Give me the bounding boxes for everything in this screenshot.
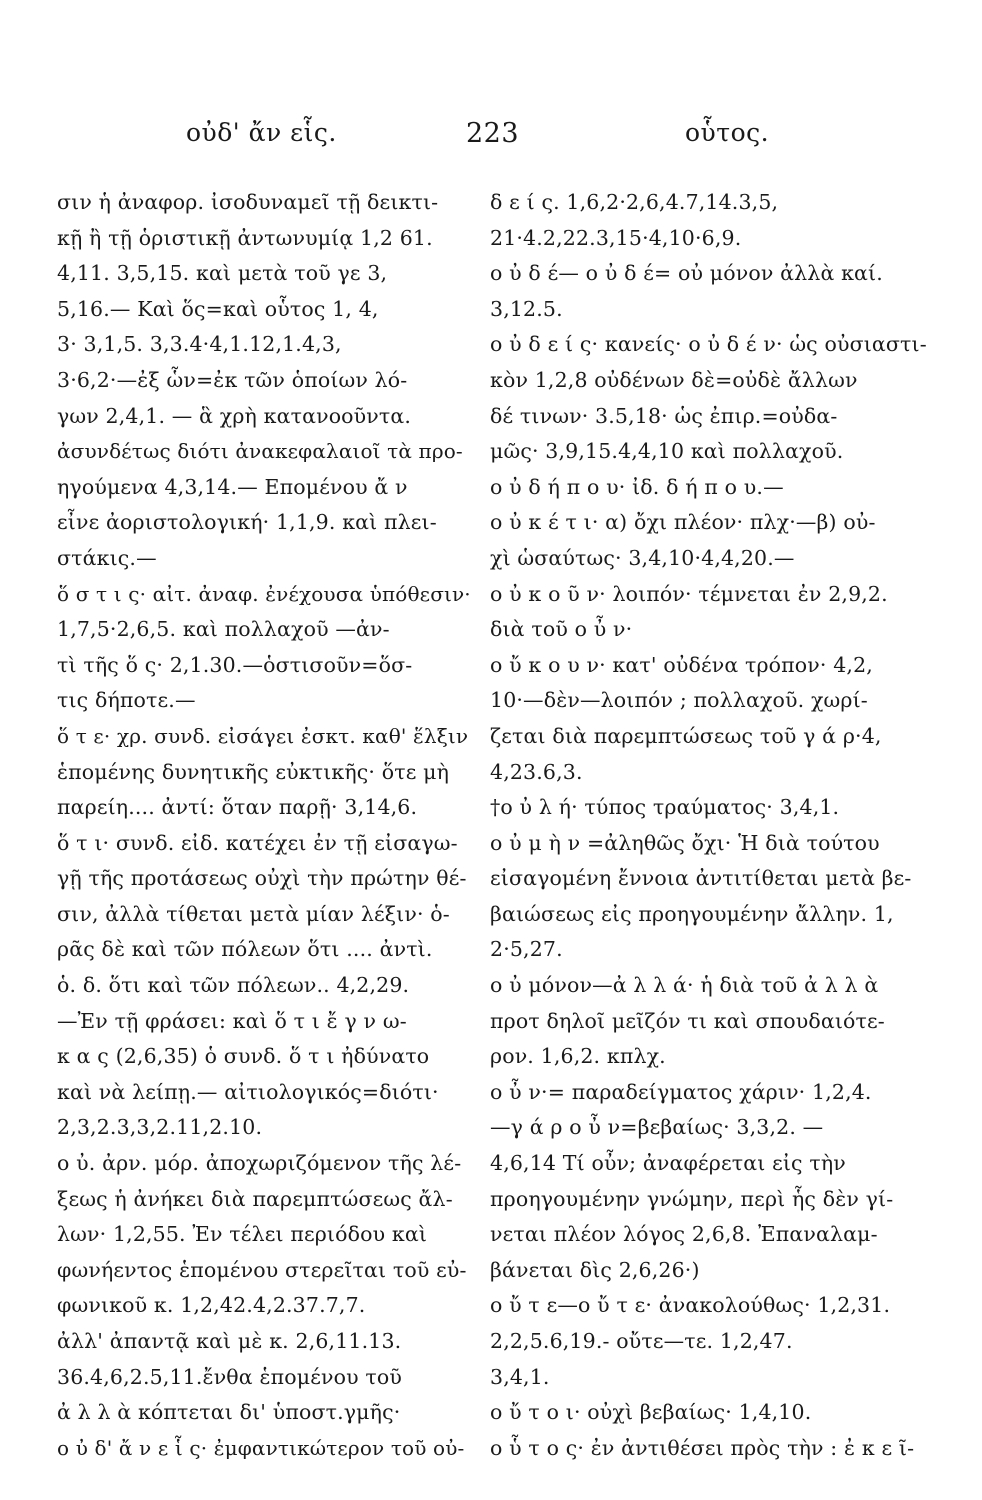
text-line: ο ὐ δ' ἄ ν ε ἷ ς· ἐμφαντικώτερον τοῦ οὐ- — [57, 1435, 465, 1460]
text-line: ο ὐ δ ή π ο υ· ἰδ. δ ή π ο υ.— — [490, 474, 784, 499]
text-line: 21·4.2,22.3,15·4,10·6,9. — [490, 225, 742, 250]
text-line: εἰσαγομένη ἔννοια ἀντιτίθεται μετὰ βε- — [490, 866, 912, 891]
text-line: σιν ἡ ἀναφορ. ἰσοδυναμεῖ τῇ δεικτι- — [57, 190, 439, 214]
text-line: ἀλλ' ἀπαντᾷ καὶ μὲ κ. 2,6,11.13. — [57, 1329, 402, 1353]
text-line: 4,6,14 Τί οὖν; ἀναφέρεται εἰς τὴν — [490, 1151, 846, 1176]
text-line: τις δήποτε.— — [57, 688, 196, 713]
text-line: μῶς· 3,9,15.4,4,10 καὶ πολλαχοῦ. — [490, 439, 844, 464]
text-line: χὶ ὡσαύτως· 3,4,10·4,4,20.— — [490, 545, 795, 570]
text-line: ὅ σ τ ι ς· αἰτ. ἀναφ. ἐνέχουσα ὑπόθεσιν· — [57, 581, 471, 606]
text-line: ηγούμενα 4,3,14.— Επομένου ἄ ν — [57, 474, 408, 499]
text-line: ὅ τ ε· χρ. συνδ. εἰσάγει ἐσκτ. καθ' ἕλξιν — [57, 723, 469, 748]
text-line: ἀ λ λ ὰ κόπτεται δι' ὑποστ.γμῆς· — [57, 1400, 401, 1425]
text-line: ο ὔ κ ο υ ν· κατ' οὐδένα τρόπον· 4,2, — [490, 652, 873, 677]
text-line: ο ὐ. ἀρν. μόρ. ἀποχωριζόμενον τῆς λέ- — [57, 1151, 462, 1176]
text-line: 5,16.— Καὶ ὅς=καὶ οὗτος 1, 4, — [57, 296, 379, 321]
text-line: ξεως ἡ ἀνήκει διὰ παρεμπτώσεως ἄλ- — [57, 1186, 453, 1211]
text-line: 2·5,27. — [490, 937, 563, 962]
text-line: 3·6,2·—ἐξ ὧν=ἐκ τῶν ὁποίων λό- — [57, 367, 408, 392]
text-line: ρᾶς δὲ καὶ τῶν πόλεων ὅτι .... ἀντὶ. — [57, 937, 433, 962]
text-line: στάκις.— — [57, 545, 157, 570]
page-number: 223 — [466, 118, 520, 149]
text-line: 1,7,5·2,6,5. καὶ πολλαχοῦ —ἀν- — [57, 617, 390, 642]
text-line: ο ὐ δ ε ί ς· κανείς· ο ὐ δ έ ν· ὡς οὐσιαστι- — [490, 332, 927, 357]
text-line: βαιώσεως εἰς προηγουμένην ἄλλην. 1, — [490, 901, 894, 926]
text-line: ο ὗ τ ο ς· ἐν ἀντιθέσει πρὸς τὴν : ἐ κ ε ῖ- — [490, 1435, 915, 1460]
text-line: 2,3,2.3,3,2.11,2.10. — [57, 1115, 263, 1140]
text-line: φωνικοῦ κ. 1,2,42.4,2.37.7,7. — [57, 1293, 366, 1318]
text-line: 3,4,1. — [490, 1364, 550, 1389]
text-line: προτ δηλοῖ μεῖζόν τι καὶ σπουδαιότε- — [490, 1008, 885, 1033]
text-line: δ ε ί ς. 1,6,2·2,6,4.7,14.3,5, — [490, 190, 779, 214]
text-line: καὶ νὰ λείπῃ.— αἰτιολογικός=διότι· — [57, 1079, 439, 1104]
text-line: ὅ τ ι· συνδ. εἰδ. κατέχει ἐν τῇ εἰσαγω- — [57, 830, 458, 855]
text-line: ο ὐ κ ο ῦ ν· λοιπόν· τέμνεται ἐν 2,9,2. — [490, 581, 888, 606]
text-line: 4,11. 3,5,15. καὶ μετὰ τοῦ γε 3, — [57, 261, 388, 286]
running-header — [0, 118, 982, 158]
text-line: ο ὐ κ έ τ ι· α) ὄχι πλέον· πλχ·—β) οὐ- — [490, 510, 876, 535]
text-line: 2,2,5.6,19.- οὔτε—τε. 1,2,47. — [490, 1329, 793, 1353]
text-line: νεται πλέον λόγος 2,6,8. Ἐπαναλαμ- — [490, 1222, 878, 1247]
text-line: προηγουμένην γνώμην, περὶ ἧς δὲν γί- — [490, 1186, 894, 1211]
text-line: ζεται διὰ παρεμπτώσεως τοῦ γ ά ρ·4, — [490, 723, 882, 748]
text-line: ρον. 1,6,2. κπλχ. — [490, 1044, 666, 1069]
text-line: ο ὐ μ ὴ ν =ἀληθῶς ὄχι· Ἡ διὰ τούτου — [490, 830, 880, 855]
text-line: —γ ά ρ ο ὖ ν=βεβαίως· 3,3,2. — — [490, 1115, 824, 1140]
text-line: ἀσυνδέτως διότι ἀνακεφαλαιοῖ τὰ προ- — [57, 439, 463, 464]
text-line: ο ὖ ν·= παραδείγματος χάριν· 1,2,4. — [490, 1079, 872, 1104]
text-line: διὰ τοῦ ο ὖ ν· — [490, 617, 633, 642]
text-line: 4,23.6,3. — [490, 759, 583, 784]
text-line: ο ὐ δ έ— ο ὐ δ έ= οὐ μόνον ἀλλὰ καί. — [490, 261, 883, 286]
text-line: 3· 3,1,5. 3,3.4·4,1.12,1.4,3, — [57, 332, 342, 357]
text-line: ο ὔ τ ο ι· οὐχὶ βεβαίως· 1,4,10. — [490, 1400, 812, 1425]
text-line: εἶνε ἀοριστολογική· 1,1,9. καὶ πλει- — [57, 510, 437, 535]
right-column — [490, 185, 930, 1466]
text-line: παρείη.... ἀντί: ὅταν παρῇ· 3,14,6. — [57, 795, 418, 820]
text-line: κὸν 1,2,8 οὐδένων δὲ=οὐδὲ ἄλλων — [490, 367, 858, 392]
text-line: γων 2,4,1. — ἃ χρὴ κατανοοῦντα. — [57, 403, 412, 428]
text-line: κ α ς (2,6,35) ὁ συνδ. ὅ τ ι ἠδύνατο — [57, 1044, 430, 1069]
text-line: ο ὔ τ ε—ο ὔ τ ε· ἀνακολούθως· 1,2,31. — [490, 1293, 891, 1318]
header-right-word: οὗτος. — [685, 118, 770, 147]
text-line: τὶ τῆς ὅ ς· 2,1.30.—ὁστισοῦν=ὅσ- — [57, 652, 413, 677]
text-line: δέ τινων· 3.5,18· ὡς ἐπιρ.=οὐδα- — [490, 403, 838, 428]
text-line: σιν, ἀλλὰ τίθεται μετὰ μίαν λέξιν· ὁ- — [57, 901, 450, 926]
text-line: 3,12.5. — [490, 296, 563, 321]
header-left-word: οὐδ' ἄν εἷς. — [186, 118, 337, 147]
text-line: †ο ὐ λ ή· τύπος τραύματος· 3,4,1. — [490, 795, 840, 820]
text-line: ἑπομένης δυνητικῆς εὐκτικῆς· ὅτε μὴ — [57, 759, 450, 784]
text-line: φωνήεντος ἑπομένου στερεῖται τοῦ εὐ- — [57, 1257, 467, 1282]
text-line: ο ὐ μόνον—ἀ λ λ ά· ἡ διὰ τοῦ ἀ λ λ ὰ — [490, 973, 879, 998]
text-line: κῇ ἢ τῇ ὁριστικῇ ἀντωνυμίᾳ 1,2 61. — [57, 225, 433, 250]
text-line: ὁ. δ. ὅτι καὶ τῶν πόλεων.. 4,2,29. — [57, 973, 410, 998]
text-line: —Ἐν τῇ φράσει: καὶ ὅ τ ι ἔ γ ν ω- — [57, 1008, 407, 1033]
text-line: 10·—δὲν—λοιπόν ; πολλαχοῦ. χωρί- — [490, 688, 868, 713]
text-line: γῇ τῆς προτάσεως οὐχὶ τὴν πρώτην θέ- — [57, 866, 467, 891]
text-line: 36.4,6,2.5,11.ἔνθα ἑπομένου τοῦ — [57, 1364, 402, 1389]
text-line: βάνεται δὶς 2,6,26·) — [490, 1257, 700, 1282]
left-column — [57, 185, 472, 1466]
text-line: λων· 1,2,55. Ἐν τέλει περιόδου καὶ — [57, 1222, 428, 1247]
